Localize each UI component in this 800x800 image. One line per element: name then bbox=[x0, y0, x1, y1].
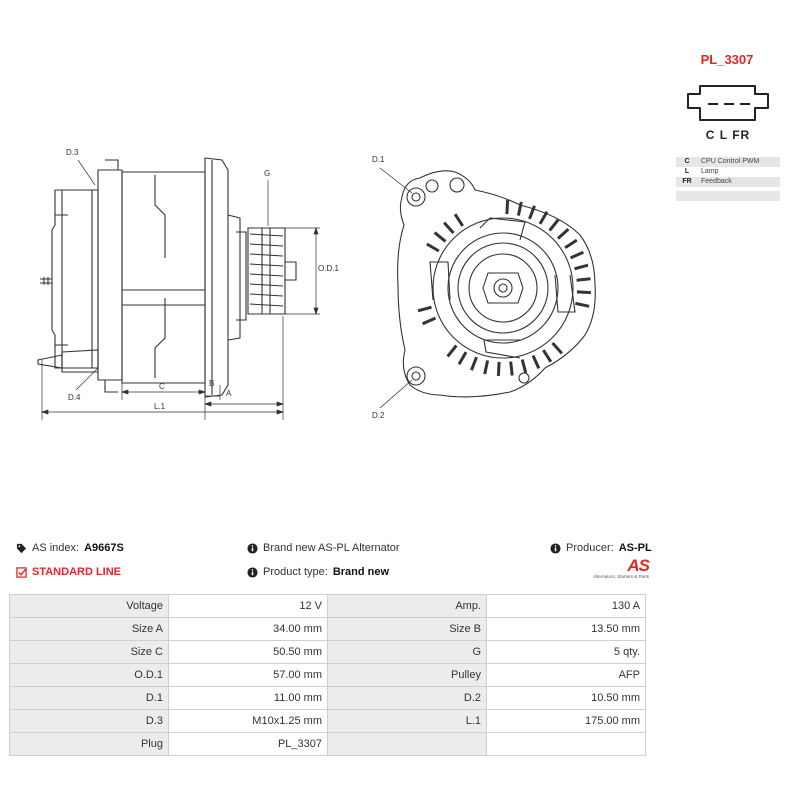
as-index-value: A9667S bbox=[84, 542, 124, 554]
side-view bbox=[38, 158, 296, 397]
pin-row bbox=[676, 157, 780, 167]
spec-value: M10x1.25 mm bbox=[169, 710, 328, 733]
spec-row bbox=[10, 618, 646, 641]
spec-label: D.3 bbox=[10, 710, 169, 733]
fin bbox=[540, 212, 547, 224]
pin-code: FR bbox=[676, 177, 698, 187]
fin bbox=[427, 244, 439, 251]
spec-value: 175.00 mm bbox=[487, 710, 646, 733]
product-type-value: Brand new bbox=[332, 566, 390, 578]
spec-row bbox=[10, 710, 646, 733]
connector-pins-label: C L FR bbox=[705, 128, 751, 142]
spec-row bbox=[10, 687, 646, 710]
fin bbox=[522, 360, 526, 374]
label-d2: D.2 bbox=[372, 411, 385, 420]
description-text: Brand new AS-PL Alternator bbox=[263, 542, 400, 554]
standard-line-label: STANDARD LINE bbox=[32, 566, 122, 578]
description bbox=[247, 542, 400, 554]
spec-row bbox=[10, 595, 646, 618]
spec-label: Size B bbox=[328, 618, 487, 641]
pin-desc: Feedback bbox=[698, 177, 780, 187]
fin bbox=[577, 279, 591, 281]
pin-code: L bbox=[684, 168, 690, 175]
label-g: G bbox=[264, 169, 271, 178]
label-a: A bbox=[226, 389, 232, 398]
spec-value: 11.00 mm bbox=[169, 687, 328, 710]
connector-title: PL_3307 bbox=[700, 52, 754, 67]
spec-table bbox=[9, 594, 646, 756]
spec-label: G bbox=[328, 641, 487, 664]
pin-code: C bbox=[676, 157, 698, 167]
spec-label bbox=[328, 733, 487, 756]
pin-row-empty bbox=[676, 191, 780, 201]
spec-label: Voltage bbox=[10, 595, 169, 618]
fin bbox=[444, 223, 453, 233]
spec-value: 13.50 mm bbox=[487, 618, 646, 641]
spec-value: PL_3307 bbox=[169, 733, 328, 756]
logo-mark: AS bbox=[627, 556, 649, 575]
product-type bbox=[247, 566, 389, 578]
label-d4: D.4 bbox=[68, 393, 81, 402]
as-index bbox=[16, 542, 124, 554]
connector-plug-icon bbox=[688, 86, 768, 120]
info-icon bbox=[550, 543, 561, 554]
pin-table bbox=[676, 157, 780, 201]
front-view bbox=[398, 171, 596, 397]
standard-line bbox=[16, 566, 121, 578]
logo-tagline: Alternators, Starters & Parts bbox=[592, 574, 649, 579]
spec-value: 34.00 mm bbox=[169, 618, 328, 641]
spec-value: 10.50 mm bbox=[487, 687, 646, 710]
producer bbox=[550, 542, 652, 554]
spec-label: L.1 bbox=[328, 710, 487, 733]
pin-row bbox=[676, 177, 780, 187]
fin bbox=[472, 357, 477, 370]
fin bbox=[543, 350, 551, 362]
fin bbox=[550, 220, 559, 231]
label-d1: D.1 bbox=[372, 155, 385, 164]
label-b: B bbox=[209, 379, 215, 388]
spec-label: D.1 bbox=[10, 687, 169, 710]
fin bbox=[577, 292, 591, 293]
fin bbox=[498, 362, 499, 376]
fin bbox=[511, 362, 513, 376]
fin bbox=[558, 229, 568, 238]
fin bbox=[575, 265, 589, 269]
spec-label: Amp. bbox=[328, 595, 487, 618]
label-od1: O.D.1 bbox=[318, 264, 339, 273]
label-l1: L.1 bbox=[154, 402, 166, 411]
pin-row bbox=[676, 167, 780, 177]
info-icon bbox=[247, 567, 258, 578]
spec-value: 50.50 mm bbox=[169, 641, 328, 664]
spec-row bbox=[10, 641, 646, 664]
pin-desc: CPU Control PWM bbox=[698, 157, 780, 167]
fin bbox=[575, 303, 589, 306]
spec-value bbox=[487, 733, 646, 756]
fin bbox=[459, 352, 466, 364]
spec-label: Size A bbox=[10, 618, 169, 641]
fin bbox=[455, 214, 463, 226]
spec-label: Pulley bbox=[328, 664, 487, 687]
fin bbox=[485, 360, 488, 374]
spec-row bbox=[10, 733, 646, 756]
spec-value: 5 qty. bbox=[487, 641, 646, 664]
fin bbox=[418, 307, 432, 311]
tag-icon bbox=[16, 543, 27, 554]
pin-desc: Lamp bbox=[701, 168, 719, 175]
checkbox-checked-icon bbox=[16, 567, 27, 578]
fin bbox=[507, 200, 508, 214]
as-index-label: AS index: bbox=[32, 542, 80, 554]
as-pl-logo bbox=[583, 556, 649, 579]
product-type-label: Product type: bbox=[263, 566, 328, 578]
spec-label: Plug bbox=[10, 733, 169, 756]
spec-value: AFP bbox=[487, 664, 646, 687]
spec-value: 130 A bbox=[487, 595, 646, 618]
spec-row bbox=[10, 664, 646, 687]
fin bbox=[533, 356, 539, 369]
fin bbox=[553, 343, 562, 353]
fin bbox=[565, 240, 577, 248]
fin bbox=[571, 252, 584, 258]
producer-label: Producer: bbox=[566, 542, 614, 554]
info-icon bbox=[247, 543, 258, 554]
cooling-fins bbox=[418, 200, 591, 376]
fin bbox=[435, 233, 446, 242]
spec-label: D.2 bbox=[328, 687, 487, 710]
label-d3: D.3 bbox=[66, 148, 79, 157]
spec-value: 12 V bbox=[169, 595, 328, 618]
producer-value: AS-PL bbox=[618, 542, 652, 554]
fin bbox=[448, 346, 457, 357]
label-c: C bbox=[159, 382, 165, 391]
fin bbox=[423, 318, 436, 324]
spec-label: O.D.1 bbox=[10, 664, 169, 687]
spec-label: Size C bbox=[10, 641, 169, 664]
spec-value: 57.00 mm bbox=[169, 664, 328, 687]
